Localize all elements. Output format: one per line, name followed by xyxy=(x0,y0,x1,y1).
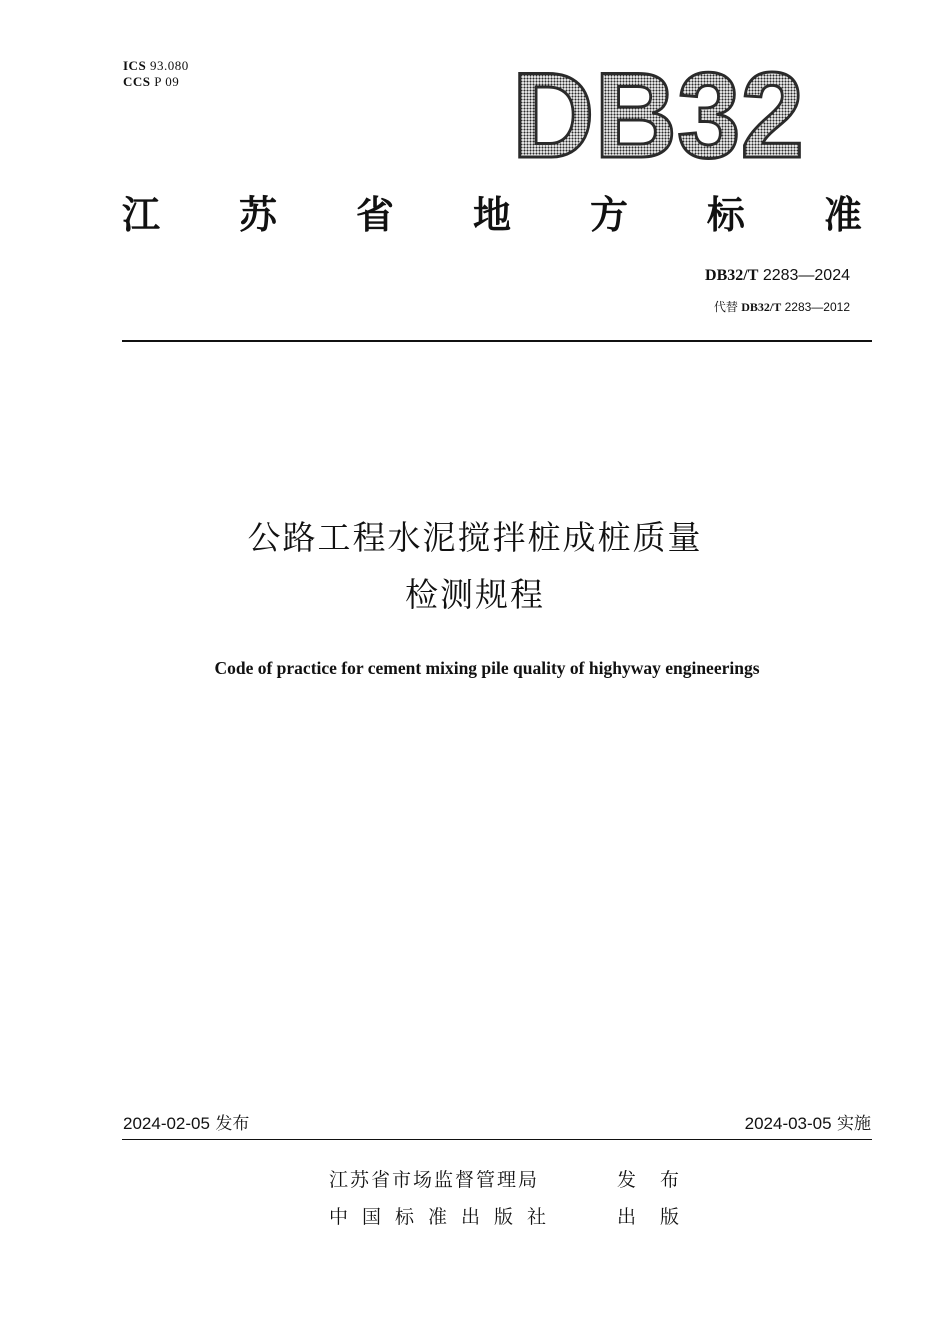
province-standard-title xyxy=(122,188,862,242)
issuer-action: 发布 xyxy=(617,1169,704,1191)
replaces-standard xyxy=(714,298,850,315)
replaces-prefix: DB32/T xyxy=(741,300,782,314)
province-title-char: 标 xyxy=(706,193,745,237)
effective-date-value: 2024-03-05 xyxy=(744,1114,832,1133)
replaces-label: 代替 xyxy=(713,300,738,314)
issue-date xyxy=(123,1112,249,1136)
issuer-name: 江苏省市场监督管理局 xyxy=(329,1169,540,1191)
province-title-char: 准 xyxy=(823,193,862,237)
standard-number-value: 2283—2024 xyxy=(762,267,850,284)
ccs-value: P 09 xyxy=(154,74,180,89)
issue-date-value: 2024-02-05 xyxy=(123,1114,210,1133)
issue-label: 发布 xyxy=(215,1114,250,1134)
ics-value: 93.080 xyxy=(149,58,189,73)
standard-prefix: DB32/T xyxy=(705,267,759,284)
effective-label: 实施 xyxy=(837,1114,871,1134)
ccs-code xyxy=(123,74,189,90)
footer-divider xyxy=(122,1139,872,1140)
standard-number xyxy=(705,267,850,285)
effective-date xyxy=(745,1112,871,1136)
province-title-char: 地 xyxy=(472,193,511,237)
publisher-action: 出版 xyxy=(617,1206,704,1228)
province-title-char: 江 xyxy=(122,193,161,237)
province-title-char: 苏 xyxy=(238,193,277,237)
province-title-char: 方 xyxy=(589,193,628,237)
chinese-title-line-2: 检测规程 xyxy=(405,575,545,614)
classification-codes xyxy=(123,58,189,90)
replaces-number: 2283—2012 xyxy=(784,300,850,314)
header-divider xyxy=(122,340,872,342)
chinese-title-line-1: 公路工程水泥搅拌桩成桩质量 xyxy=(247,518,703,557)
ics-code xyxy=(123,58,189,74)
province-title-char: 省 xyxy=(355,193,394,237)
ics-label: ICS xyxy=(123,58,147,73)
ccs-label: CCS xyxy=(123,74,151,89)
publisher-name: 中国标准出版社 xyxy=(329,1206,561,1228)
english-title: Code of practice for cement mixing pile quality of highyway engineerings xyxy=(214,658,760,678)
db32-logo xyxy=(508,50,808,168)
svg-text:DB32: DB32 xyxy=(512,50,804,168)
